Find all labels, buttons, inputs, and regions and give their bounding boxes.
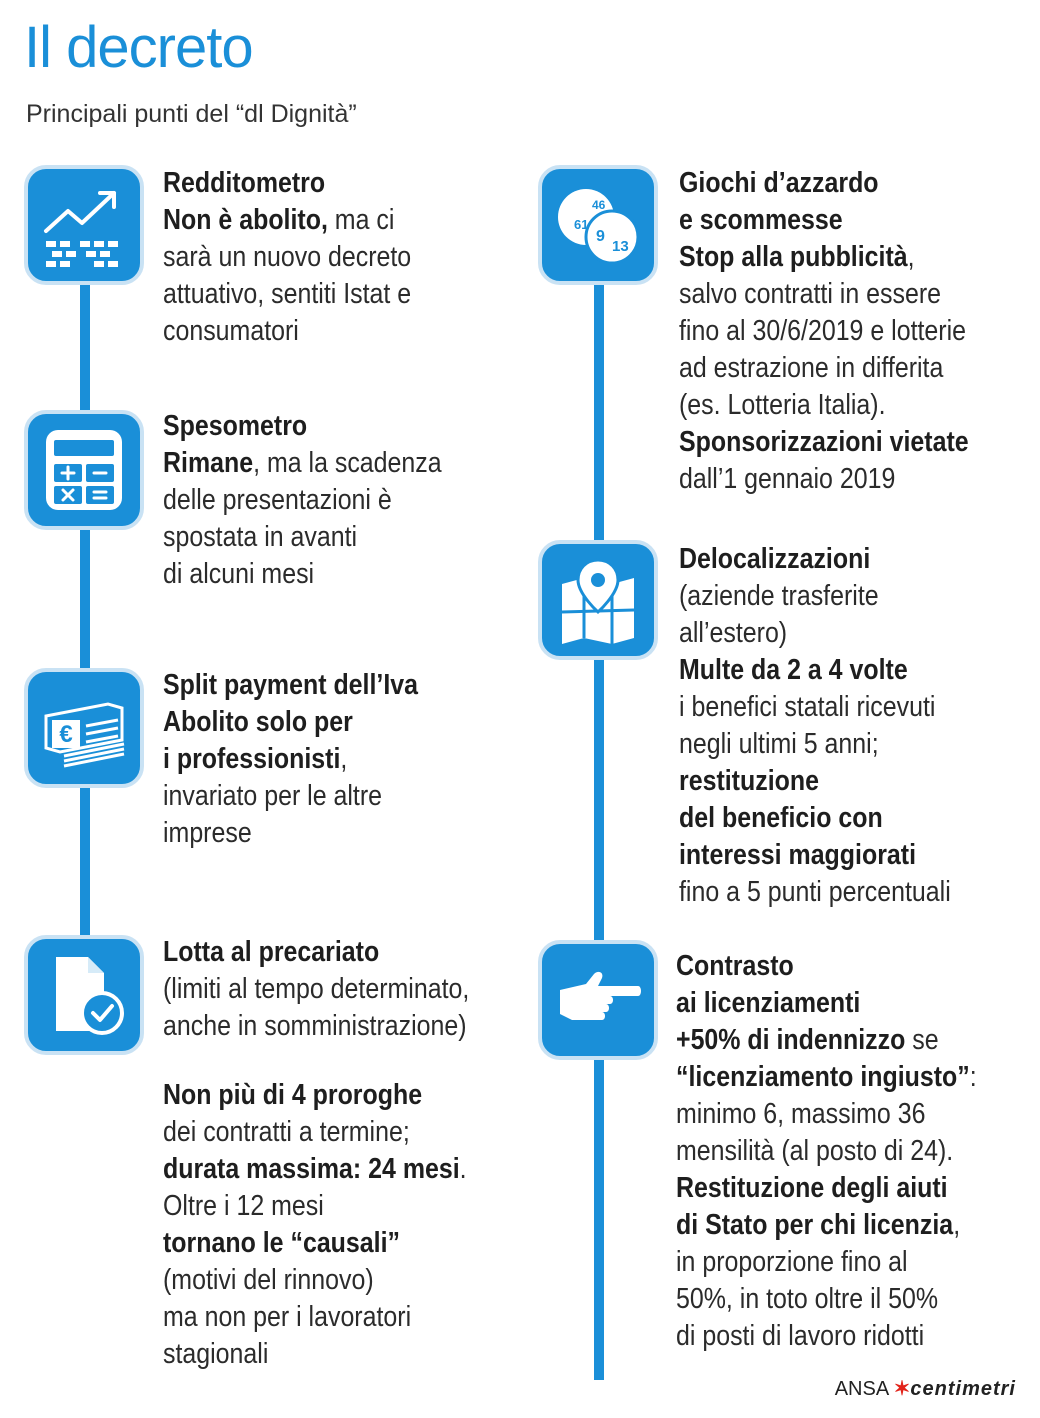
euro-banknotes-icon <box>24 668 144 788</box>
redditometro-block <box>163 165 411 350</box>
section-line <box>163 276 411 313</box>
lottery-balls-icon <box>538 165 658 285</box>
text: attuativo, sentiti Istat e <box>163 278 412 310</box>
section-line <box>679 800 951 837</box>
credit-line <box>835 1376 1016 1401</box>
bold-text: Stop alla pubblicità <box>679 241 908 273</box>
section-line <box>679 578 951 615</box>
bold-text: Non è abolito, <box>163 204 328 236</box>
section-line <box>679 424 969 461</box>
spesometro-block <box>163 408 442 593</box>
text: fino al 30/6/2019 e lotterie <box>679 315 967 347</box>
bold-text: e scommesse <box>679 204 843 236</box>
section-line <box>163 741 418 778</box>
section-heading <box>163 934 469 971</box>
section-line <box>679 239 969 276</box>
text: di posti di lavoro ridotti <box>676 1320 925 1352</box>
bold-text: Multe da 2 a 4 volte <box>679 654 908 686</box>
bold-text: del beneficio con <box>679 802 883 834</box>
section-line <box>163 519 442 556</box>
section-line <box>163 778 418 815</box>
giochi-azzardo-block <box>679 165 969 498</box>
calculator-icon <box>24 410 144 530</box>
section-line <box>679 615 951 652</box>
text: ad estrazione in differita <box>679 352 944 384</box>
section-line <box>163 1188 469 1225</box>
pointing-hand-icon <box>538 940 658 1060</box>
bold-text: Restituzione degli aiuti <box>676 1172 948 1204</box>
text: dall’1 gennaio 2019 <box>679 463 896 495</box>
section-line <box>676 1096 977 1133</box>
bold-text: restituzione <box>679 765 819 797</box>
bold-text: Delocalizzazioni <box>679 543 871 575</box>
text: 50%, in toto oltre il 50% <box>676 1283 939 1315</box>
section-line <box>679 874 951 911</box>
bold-text: Split payment dell’Iva <box>163 669 419 701</box>
text: fino a 5 punti percentuali <box>679 876 951 908</box>
section-line <box>676 1281 977 1318</box>
text: , <box>340 743 348 775</box>
bold-text: Sponsorizzazioni vietate <box>679 426 969 458</box>
left-timeline-line <box>80 230 90 990</box>
growth-chart-icon <box>24 165 144 285</box>
section-line <box>163 556 442 593</box>
section-line <box>676 1244 977 1281</box>
bold-text: ai licenziamenti <box>676 987 861 1019</box>
section-line <box>679 461 969 498</box>
section-line <box>679 202 969 239</box>
section-line <box>163 704 418 741</box>
section-line <box>676 1059 977 1096</box>
section-heading <box>679 165 969 202</box>
text: sarà un nuovo decreto <box>163 241 412 273</box>
section-line <box>676 985 977 1022</box>
bold-text: interessi maggiorati <box>679 839 917 871</box>
section-line <box>679 652 951 689</box>
text: negli ultimi 5 anni; <box>679 728 879 760</box>
section-line <box>679 276 969 313</box>
bold-text: Non più di 4 proroghe <box>163 1079 423 1111</box>
text: ma non per i lavoratori <box>163 1301 412 1333</box>
section-line <box>679 313 969 350</box>
section-line <box>679 387 969 424</box>
bold-text: Giochi d’azzardo <box>679 167 879 199</box>
section-heading <box>163 408 442 445</box>
bold-text: “licenziamento ingiusto” <box>676 1061 970 1093</box>
section-line <box>679 837 951 874</box>
text: . <box>459 1153 467 1185</box>
text: (aziende trasferite <box>679 580 879 612</box>
section-line <box>163 445 442 482</box>
svg-text:61: 61 <box>574 217 589 232</box>
text: consumatori <box>163 315 299 347</box>
text: Oltre i 12 mesi <box>163 1190 324 1222</box>
section-line <box>676 1170 977 1207</box>
precariato-block <box>163 934 469 1373</box>
document-check-icon <box>24 935 144 1055</box>
text: ma ci <box>327 204 395 236</box>
section-line <box>163 1151 469 1188</box>
bold-text: Contrasto <box>676 950 794 982</box>
bold-text: Abolito solo per <box>163 706 353 738</box>
licenziamenti-block <box>676 948 977 1355</box>
bold-text: Rimane <box>163 447 254 479</box>
bold-text: durata massima: 24 mesi <box>163 1153 460 1185</box>
section-line <box>163 1336 469 1373</box>
section-line <box>163 1045 469 1077</box>
text: stagionali <box>163 1338 269 1370</box>
section-heading <box>163 667 418 704</box>
delocalizzazioni-block <box>679 541 951 911</box>
section-line <box>679 763 951 800</box>
section-line <box>163 971 469 1008</box>
svg-text:46: 46 <box>592 198 606 212</box>
section-line <box>676 1133 977 1170</box>
page-subtitle: Principali punti del “dl Dignità” <box>26 100 357 128</box>
map-pin-icon <box>538 540 658 660</box>
text: delle presentazioni è <box>163 484 392 516</box>
text: di alcuni mesi <box>163 558 315 590</box>
right-timeline-line <box>594 230 604 1380</box>
text: : <box>969 1061 977 1093</box>
text: i benefici statali ricevuti <box>679 691 936 723</box>
section-line <box>163 1114 469 1151</box>
svg-text:€: € <box>59 721 73 748</box>
section-heading <box>163 165 411 202</box>
section-line <box>163 1299 469 1336</box>
section-line <box>163 239 411 276</box>
page-title: Il decreto <box>24 15 253 80</box>
text: invariato per le altre <box>163 780 383 812</box>
bold-text: Spesometro <box>163 410 308 442</box>
text: anche in somministrazione) <box>163 1010 467 1042</box>
text: (limiti al tempo determinato, <box>163 973 470 1005</box>
section-line <box>163 482 442 519</box>
section-line <box>679 350 969 387</box>
section-line <box>163 1225 469 1262</box>
bold-text: +50% di indennizzo <box>676 1024 906 1056</box>
text: , <box>953 1209 961 1241</box>
text: mensilità (al posto di 24). <box>676 1135 954 1167</box>
text: , <box>907 241 915 273</box>
section-line <box>163 202 411 239</box>
text: minimo 6, massimo 36 <box>676 1098 926 1130</box>
section-line <box>163 313 411 350</box>
svg-text:9: 9 <box>596 228 605 245</box>
text: dei contratti a termine; <box>163 1116 410 1148</box>
split-payment-block <box>163 667 418 852</box>
agency-label: ANSA <box>834 1378 889 1400</box>
bold-text: tornano le “causali” <box>163 1227 400 1259</box>
section-line <box>676 1022 977 1059</box>
text: in proporzione fino al <box>676 1246 908 1278</box>
text: se <box>905 1024 939 1056</box>
brand-label: centimetri <box>910 1378 1016 1400</box>
svg-text:13: 13 <box>612 238 629 255</box>
brand-star-icon: ✶ <box>893 1378 911 1400</box>
section-heading <box>676 948 977 985</box>
bold-text: i professionisti <box>163 743 341 775</box>
section-line <box>679 689 951 726</box>
section-heading <box>679 541 951 578</box>
section-line <box>679 726 951 763</box>
text: imprese <box>163 817 252 849</box>
text: all’estero) <box>679 617 788 649</box>
section-line <box>676 1318 977 1355</box>
bold-text: Redditometro <box>163 167 326 199</box>
text: (es. Lotteria Italia). <box>679 389 886 421</box>
section-line <box>163 815 418 852</box>
text: , ma la scadenza <box>253 447 442 479</box>
text: (motivi del rinnovo) <box>163 1264 374 1296</box>
text: spostata in avanti <box>163 521 358 553</box>
bold-text: di Stato per chi licenzia <box>676 1209 954 1241</box>
section-line <box>163 1077 469 1114</box>
section-line <box>163 1008 469 1045</box>
bold-text: Lotta al precariato <box>163 936 380 968</box>
text: salvo contratti in essere <box>679 278 942 310</box>
section-line <box>163 1262 469 1299</box>
section-line <box>676 1207 977 1244</box>
